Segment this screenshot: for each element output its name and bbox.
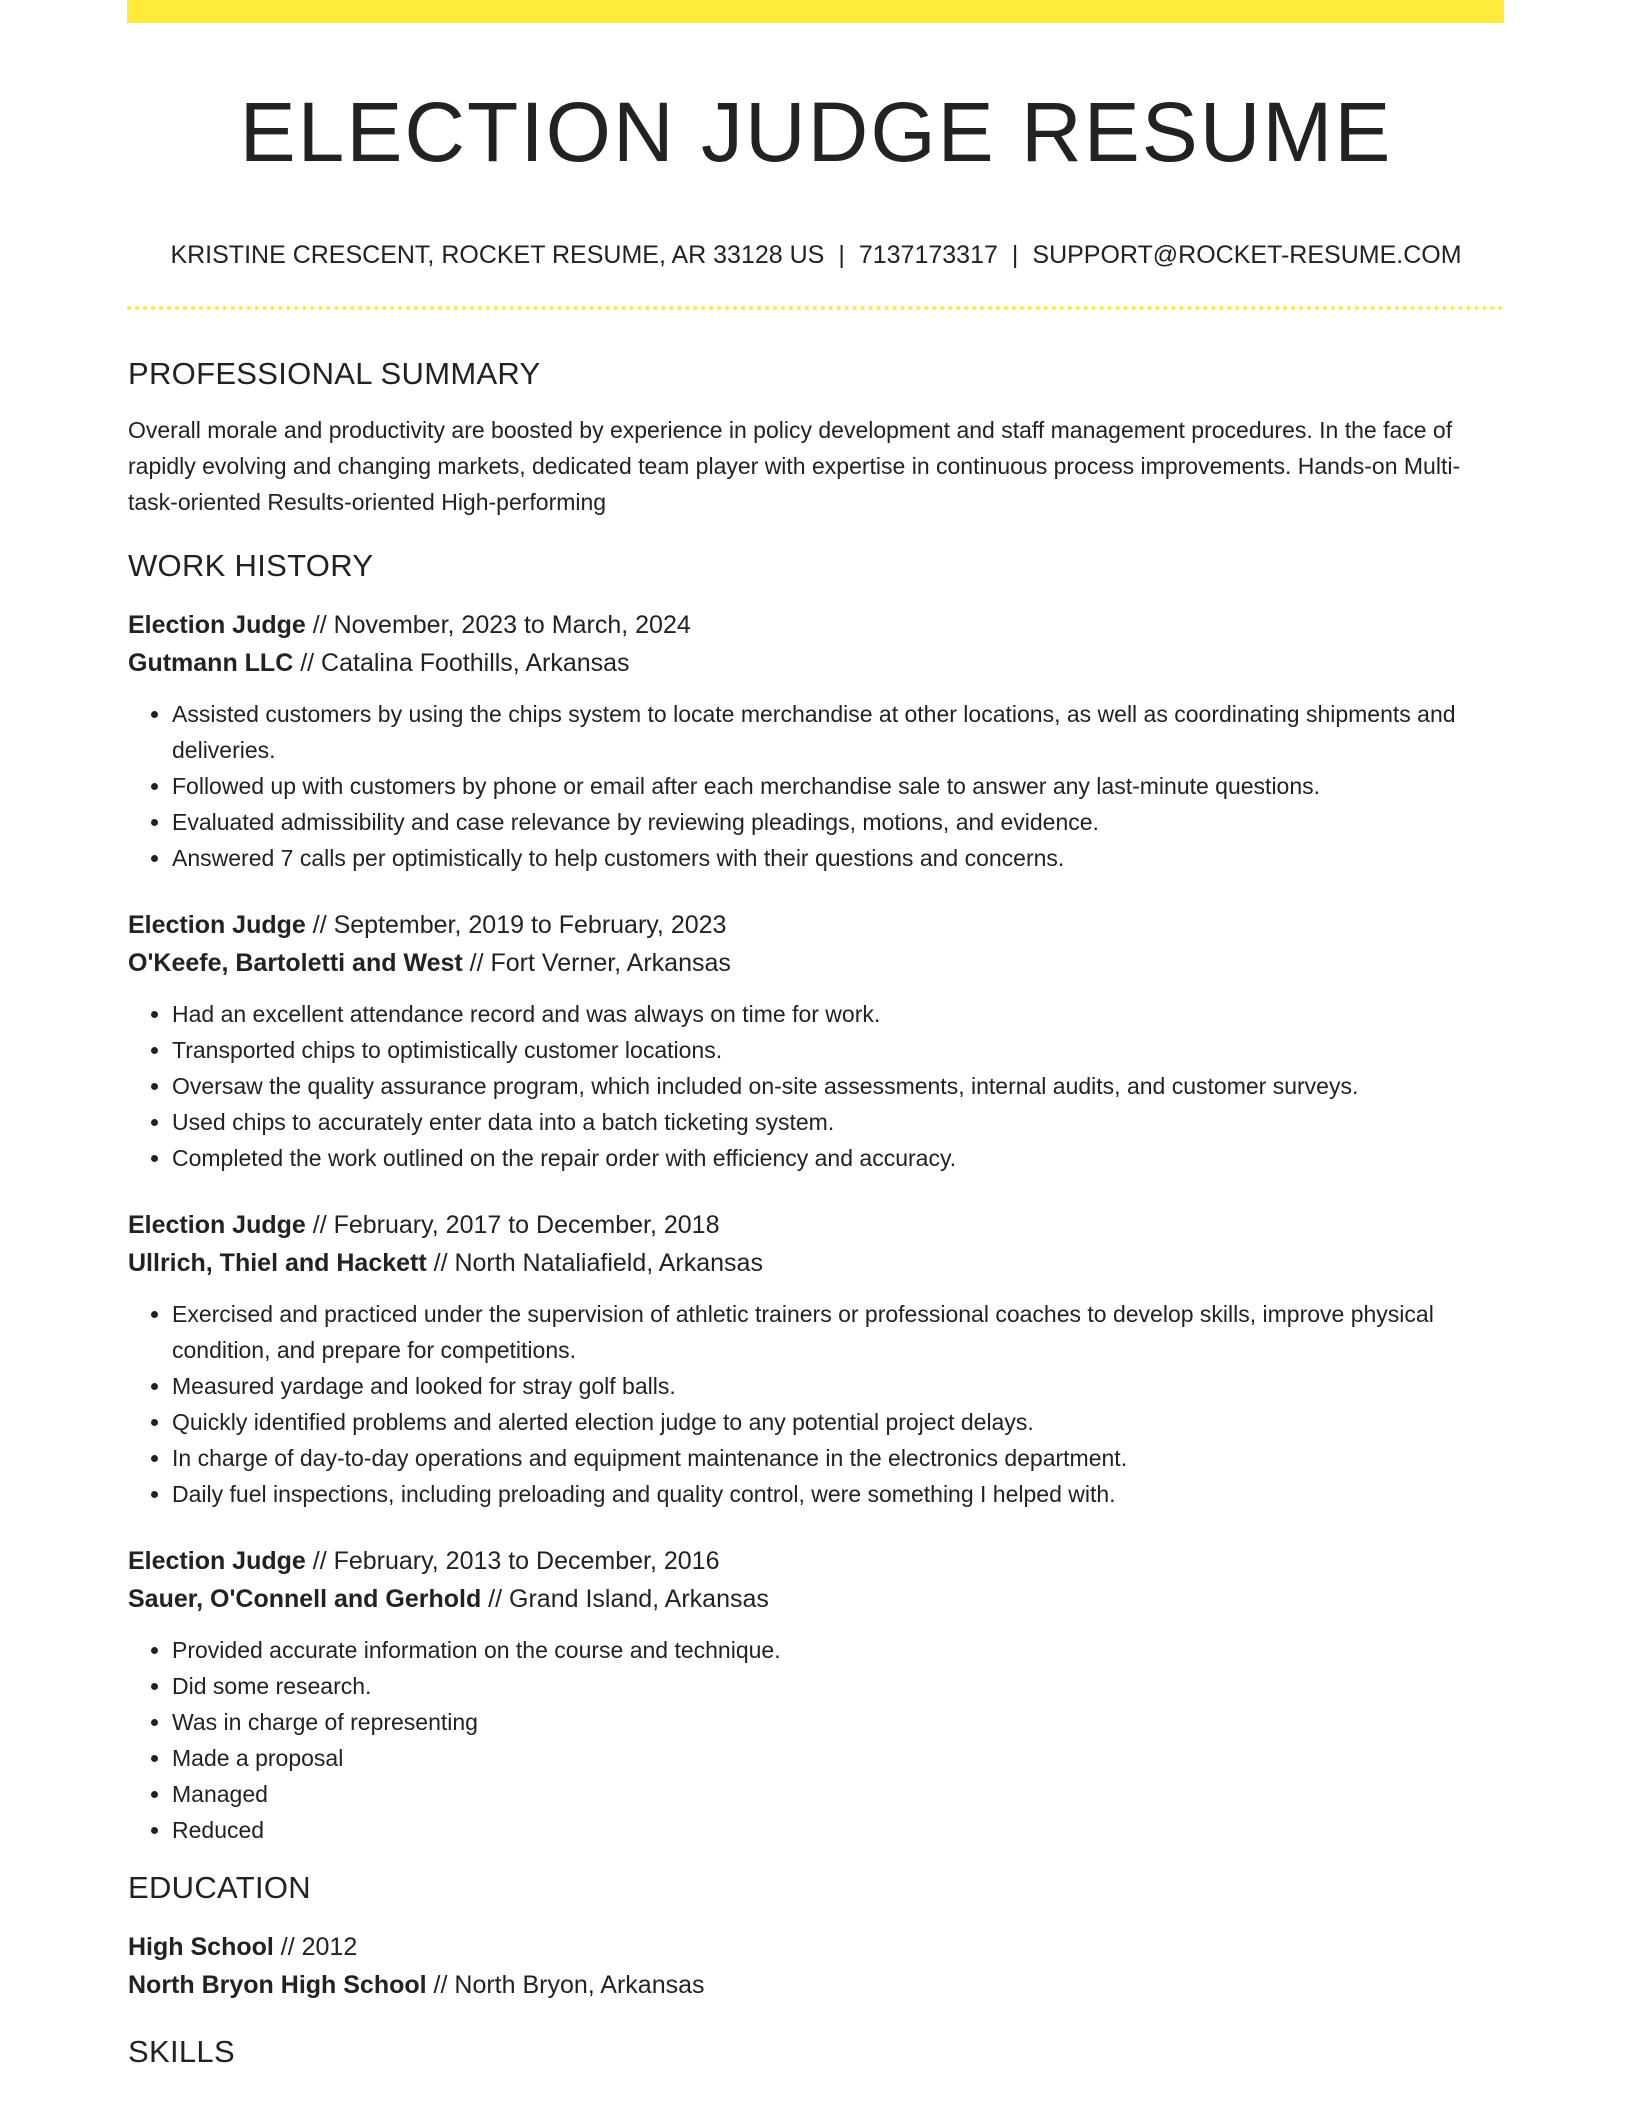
job-bullet: • Quickly identified problems and alerted election judge to any potential project delays. [172, 1404, 1504, 1440]
job-bullet: • Assisted customers by using the chips system to locate merchandise at other locations, as well as coordinating shipments and deliveries. [172, 696, 1504, 768]
resume-body [128, 354, 1504, 2072]
job-location: // Grand Island, Arkansas [481, 1585, 769, 1613]
job-title: Election Judge [128, 611, 306, 639]
job-bullet: • Daily fuel inspections, including preloading and quality control, were something I helped with. [172, 1476, 1504, 1512]
contact-address: KRISTINE CRESCENT, ROCKET RESUME, AR 33128 US [170, 241, 825, 269]
job-company-line [128, 1580, 1504, 1618]
job-title-line [128, 1206, 1504, 1244]
education-school: North Bryon High School [128, 1971, 427, 1999]
summary-section [128, 354, 1504, 520]
resume-title: ELECTION JUDGE RESUME [239, 85, 1393, 179]
work-history-section [128, 546, 1504, 1848]
job-company: Ullrich, Thiel and Hackett [128, 1249, 427, 1277]
job-dates: // November, 2023 to March, 2024 [305, 611, 691, 639]
job-entry [128, 906, 1504, 1176]
job-bullets [128, 1632, 1504, 1848]
job-bullet: • Answered 7 calls per optimistically to help customers with their questions and concerns. [172, 840, 1504, 876]
education-school-line [128, 1966, 1504, 2004]
job-title-line [128, 606, 1504, 644]
contact-phone: 7137173317 [858, 241, 998, 269]
job-bullet: • Completed the work outlined on the repair order with efficiency and accuracy. [172, 1140, 1504, 1176]
job-dates: // September, 2019 to February, 2023 [305, 911, 727, 939]
job-bullet: • In charge of day-to-day operations and equipment maintenance in the electronics department. [172, 1440, 1504, 1476]
job-title-line [128, 1542, 1504, 1580]
job-bullet: • Did some research. [172, 1668, 1504, 1704]
education-degree: High School [128, 1933, 274, 1961]
job-bullet: • Reduced [172, 1812, 1504, 1848]
summary-heading: PROFESSIONAL SUMMARY [128, 356, 541, 391]
job-title: Election Judge [128, 1547, 306, 1575]
job-company: Gutmann LLC [128, 649, 294, 677]
contact-email: SUPPORT@ROCKET-RESUME.COM [1032, 241, 1462, 269]
job-dates: // February, 2017 to December, 2018 [305, 1211, 720, 1239]
education-section [128, 1868, 1504, 2004]
contact-line [0, 235, 1632, 275]
job-title: Election Judge [128, 911, 306, 939]
job-bullet: • Exercised and practiced under the supervision of athletic trainers or professional coaches to develop skills, improve physical condition, and prepare for competitions. [172, 1296, 1504, 1368]
job-bullet: • Followed up with customers by phone or email after each merchandise sale to answer any last-minute questions. [172, 768, 1504, 804]
job-bullets [128, 696, 1504, 876]
job-bullet: • Oversaw the quality assurance program, which included on-site assessments, internal audits, and customer surveys. [172, 1068, 1504, 1104]
job-bullet: • Was in charge of representing [172, 1704, 1504, 1740]
education-heading: EDUCATION [128, 1870, 311, 1905]
job-bullets [128, 1296, 1504, 1512]
education-degree-line [128, 1928, 1504, 1966]
job-bullet: • Evaluated admissibility and case relevance by reviewing pleadings, motions, and evidence. [172, 804, 1504, 840]
summary-text: Overall morale and productivity are boosted by experience in policy development and staff management procedures. In the face of rapidly evolving and changing markets, dedicated team player with expertise in continuous process improvements. Hands-on Multi-task-oriented Results-oriented High-performing [128, 417, 1461, 515]
job-entry [128, 1206, 1504, 1512]
job-location: // Catalina Foothills, Arkansas [293, 649, 630, 677]
job-location: // North Nataliafield, Arkansas [426, 1249, 763, 1277]
education-location: // North Bryon, Arkansas [426, 1971, 705, 1999]
job-location: // Fort Verner, Arkansas [462, 949, 731, 977]
education-entry [128, 1928, 1504, 2004]
job-company: O'Keefe, Bartoletti and West [128, 949, 463, 977]
skills-heading: SKILLS [128, 2034, 235, 2069]
dotted-divider [127, 306, 1504, 310]
job-bullet: • Measured yardage and looked for stray golf balls. [172, 1368, 1504, 1404]
job-bullet: • Transported chips to optimistically customer locations. [172, 1032, 1504, 1068]
education-year: // 2012 [273, 1933, 358, 1961]
job-entry [128, 1542, 1504, 1848]
skills-section [128, 2032, 1504, 2072]
work-history-heading: WORK HISTORY [128, 548, 374, 583]
job-bullet: • Managed [172, 1776, 1504, 1812]
job-title-line [128, 906, 1504, 944]
job-entry [128, 606, 1504, 876]
job-bullet: • Had an excellent attendance record and was always on time for work. [172, 996, 1504, 1032]
job-bullet: • Provided accurate information on the course and technique. [172, 1632, 1504, 1668]
top-accent-bar [127, 0, 1504, 23]
job-dates: // February, 2013 to December, 2016 [305, 1547, 720, 1575]
job-company-line [128, 644, 1504, 682]
contact-separator: | [1011, 241, 1019, 269]
job-company-line [128, 1244, 1504, 1282]
contact-separator: | [838, 241, 845, 269]
job-company: Sauer, O'Connell and Gerhold [128, 1585, 482, 1613]
job-bullet: • Made a proposal [172, 1740, 1504, 1776]
job-bullets [128, 996, 1504, 1176]
job-title: Election Judge [128, 1211, 306, 1239]
job-bullet: • Used chips to accurately enter data into a batch ticketing system. [172, 1104, 1504, 1140]
job-company-line [128, 944, 1504, 982]
